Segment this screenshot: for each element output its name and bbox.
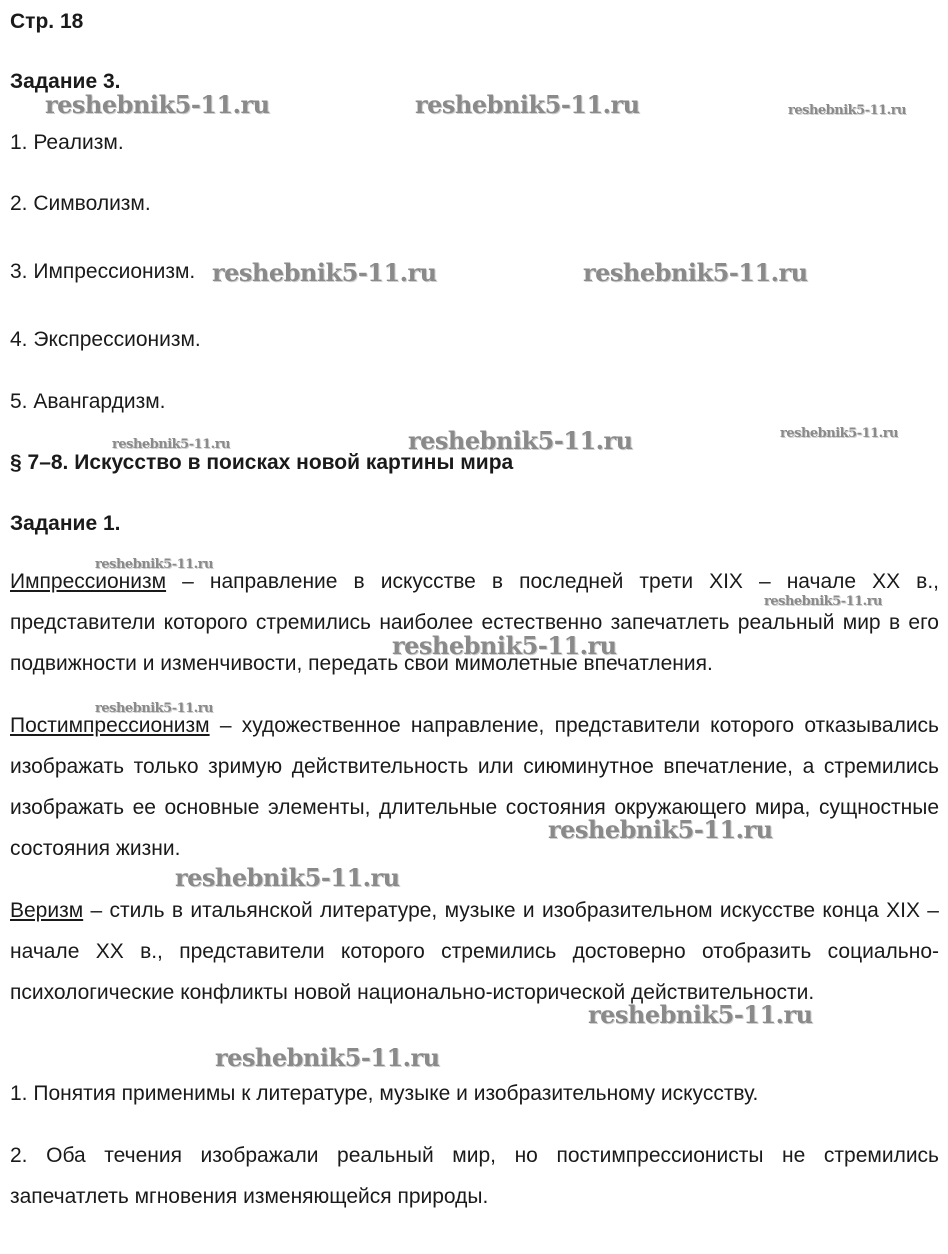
definition-text-verism: – стиль в итальянской литературе, музыке и изобразительном искусстве конца XIX – начале XX в., представители которого стремились достоверно отобразить социально-психологические конфликты новой национально-исторической действительности. (10, 899, 939, 1004)
section-title: § 7–8. Искусство в поисках новой картины мира (10, 451, 514, 474)
definition-postimpressionism (10, 705, 939, 869)
watermark: reshebnik5-11.ru (45, 90, 270, 119)
definition-text-postimpressionism: – художественное направление, представители которого отказывались изображать только зримую действительность или сиюминутное впечатление, а стремились изображать ее основные элементы, длительные состояния окружающего мира, сущностные состояния жизни. (10, 714, 939, 860)
definition-impressionism (10, 561, 939, 684)
definition-verism (10, 890, 939, 1013)
term-verism: Веризм (10, 899, 84, 922)
task1-title: Задание 1. (10, 512, 121, 535)
watermark: reshebnik5-11.ru (112, 437, 231, 452)
page-number: Стр. 18 (10, 10, 84, 33)
watermark: reshebnik5-11.ru (780, 426, 899, 441)
answer-2: 2. Оба течения изображали реальный мир, но постимпрессионисты не стремились запечатлеть мгновения изменяющейся природы. (10, 1144, 939, 1208)
task3-item-5: 5. Авангардизм. (10, 390, 166, 413)
watermark: reshebnik5-11.ru (95, 557, 214, 572)
watermark: reshebnik5-11.ru (392, 631, 617, 660)
task3-item-4: 4. Экспрессионизм. (10, 328, 201, 351)
watermark: reshebnik5-11.ru (408, 426, 633, 455)
watermark: reshebnik5-11.ru (212, 258, 437, 287)
watermark: reshebnik5-11.ru (788, 103, 907, 118)
watermark: reshebnik5-11.ru (588, 1000, 813, 1029)
watermark: reshebnik5-11.ru (764, 594, 883, 609)
task3-item-1: 1. Реализм. (10, 131, 124, 154)
watermark: reshebnik5-11.ru (215, 1043, 440, 1072)
definition-text-impressionism: – направление в искусстве в последней трети XIX – начале XX в., представители которого стремились наиболее естественно запечатлеть реальный мир в его подвижности и изменчивости, передать свои мимолетные впечатления. (10, 570, 939, 675)
watermark: reshebnik5-11.ru (548, 815, 773, 844)
task3-item-3: 3. Импрессионизм. (10, 260, 196, 283)
answer-1: 1. Понятия применимы к литературе, музыке и изобразительному искусству. (10, 1082, 759, 1105)
term-impressionism: Импрессионизм (10, 570, 167, 593)
term-postimpressionism: Постимпрессионизм (10, 714, 210, 737)
task3-title: Задание 3. (10, 70, 121, 93)
task3-item-2: 2. Символизм. (10, 192, 151, 215)
watermark: reshebnik5-11.ru (95, 701, 214, 716)
watermark: reshebnik5-11.ru (175, 863, 400, 892)
watermark: reshebnik5-11.ru (583, 258, 808, 287)
watermark: reshebnik5-11.ru (415, 90, 640, 119)
